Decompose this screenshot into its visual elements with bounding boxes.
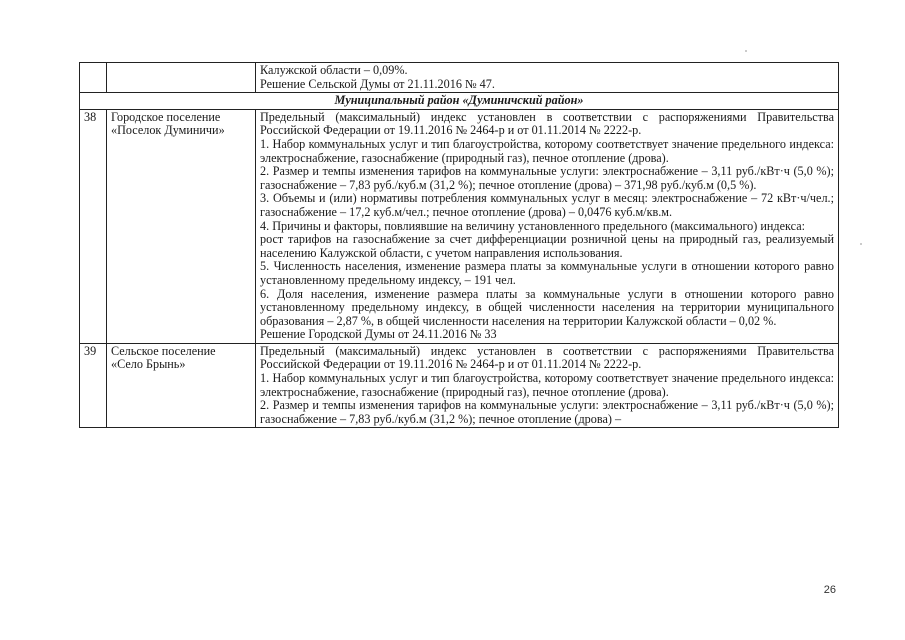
paragraph: 4. Причины и факторы, повлиявшие на величину установленного предельного (максимального) индекса:: [260, 218, 806, 233]
table-row-continuation: [80, 63, 839, 93]
description-cell: [256, 109, 839, 343]
settlement-type: Городское поселение: [111, 109, 221, 124]
paragraph: 3. Объемы и (или) нормативы потребления коммунальных услуг в месяц: электроснабжение – 72 кВт·ч/чел.; газоснабжение – 17,2 куб.м/чел.; печное отопление (дрова) – 0,0476 куб.м/кв.м.: [260, 191, 834, 219]
text-line: Калужской области – 0,09%.: [260, 63, 408, 77]
paragraph: 1. Набор коммунальных услуг и тип благоустройства, которому соответствует значение предельного индекса: электроснабжение, газоснабжение (природный газ), печное отопление (дрова).: [260, 136, 834, 165]
decision-line: Решение Городской Думы от 24.11.2016 № 33: [260, 327, 497, 342]
settlement-title: «Село Брынь»: [111, 357, 186, 372]
paragraph: Предельный (максимальный) индекс установлен в соответствии с распоряжениями Правительства Российской Федерации от 19.11.2016 № 2464-р и от 01.11.2014 № 2222-р.: [260, 109, 834, 138]
settlement-name: [107, 343, 256, 428]
table-row: [80, 109, 839, 343]
settlement-type: Сельское поселение: [111, 343, 216, 358]
section-title: Муниципальный район «Думиничский район»: [80, 93, 839, 110]
paragraph: рост тарифов на газоснабжение за счет дифференциации розничной цены на природный газ, реализуемый населению Калужской области, с учетом направления использования.: [260, 232, 834, 260]
number-cell: [80, 63, 107, 93]
settlement-name: [107, 109, 256, 343]
paragraph: 5. Численность населения, изменение размера платы за коммунальные услуги в отношении которого равно установленному предельному индексу, – 191 чел.: [260, 259, 834, 287]
name-cell: [107, 63, 256, 93]
settlement-title: «Поселок Думиничи»: [111, 123, 225, 138]
scan-speck: [860, 243, 862, 245]
entry-number: 39: [80, 343, 107, 428]
page-number: 26: [823, 584, 836, 596]
description-cell: [256, 63, 839, 93]
paragraph: 6. Доля населения, изменение размера платы за коммунальные услуги в отношении которого равно установленному предельному индексу, в общей численности населения на территории муниципального образования – 2,87 %, в общей численности населения на территории Калужской области – 0,02 %.: [260, 286, 834, 328]
section-header-row: [80, 93, 839, 110]
scan-speck: [745, 50, 747, 52]
paragraph: 2. Размер и темпы изменения тарифов на коммунальные услуги: электроснабжение – 3,11 руб./кВт·ч (5,0 %); газоснабжение – 7,83 руб./куб.м (31,2 %); печное отопление (дрова) – 371,98 руб./куб.м (0,5 %).: [260, 164, 834, 192]
table-row: [80, 343, 839, 428]
description-cell: [256, 343, 839, 428]
tariff-table: [79, 62, 839, 428]
paragraph: Предельный (максимальный) индекс установлен в соответствии с распоряжениями Правительства Российской Федерации от 19.11.2016 № 2464-р и от 01.11.2014 № 2222-р.: [260, 343, 834, 372]
entry-number: 38: [80, 109, 107, 343]
decision-line: Решение Сельской Думы от 21.11.2016 № 47.: [260, 76, 495, 91]
paragraph: 2. Размер и темпы изменения тарифов на коммунальные услуги: электроснабжение – 3,11 руб./кВт·ч (5,0 %); газоснабжение – 7,83 руб./куб.м (31,2 %); печное отопление (дрова) –: [260, 398, 834, 426]
paragraph: 1. Набор коммунальных услуг и тип благоустройства, которому соответствует значение предельного индекса: электроснабжение, газоснабжение (природный газ), печное отопление (дрова).: [260, 371, 834, 399]
